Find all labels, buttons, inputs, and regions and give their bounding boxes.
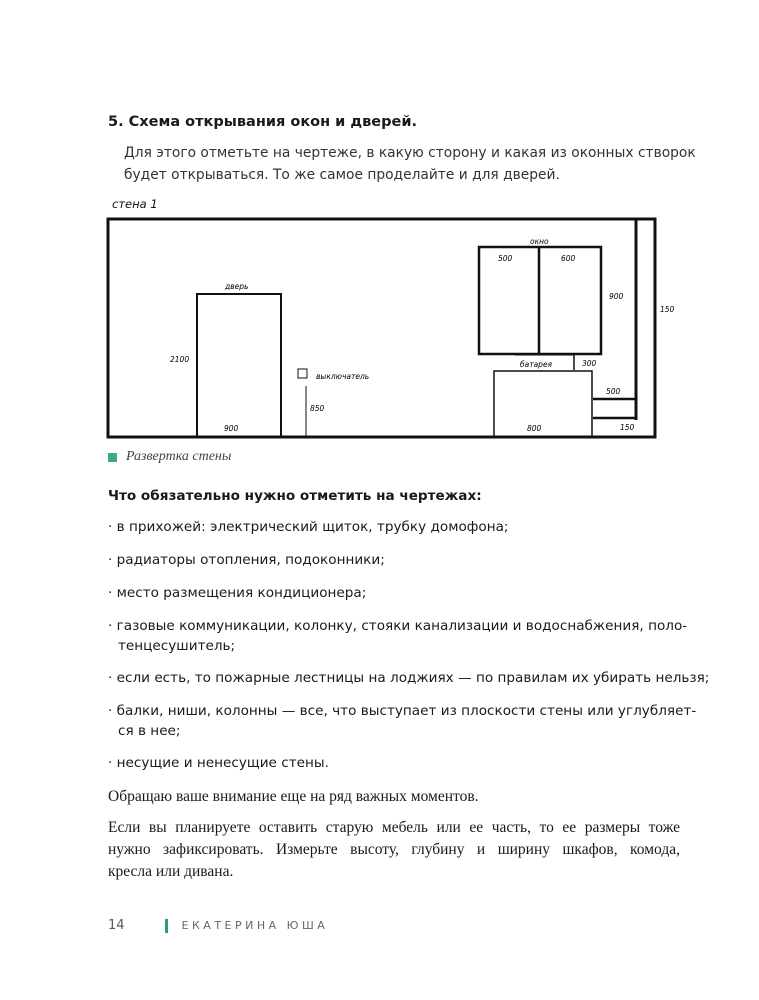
window-width-right: 600 [561,254,576,263]
list-item: · место размещения кондиционера; [108,585,367,601]
intro-line: Для этого отметьте на чертеже, в какую сторону и какая из оконных створок [124,145,696,161]
wall-elevation-diagram [104,192,675,444]
checklist-heading: Что обязательно нужно отметить на чертежах: [108,488,482,504]
list-item: · если есть, то пожарные лестницы на лоджиях — по правилам их убирать нельзя; [108,670,710,686]
ledge-height: 500 [606,387,621,396]
intro-line: будет открываться. То же самое проделайте и для дверей. [124,167,560,183]
switch-height: 850 [310,404,325,413]
caption-text: Развертка стены [126,449,232,464]
intro-paragraph [124,142,696,186]
window-label: окно [530,237,549,246]
switch-label: выключатель [316,372,370,381]
switch-box [298,369,307,378]
battery-label: батарея [520,360,553,369]
battery-block [494,371,592,437]
ledge-width: 150 [620,423,635,432]
window-width-left: 500 [498,254,513,263]
figure-caption [108,449,231,465]
door-height: 2100 [170,355,190,364]
right-gap-label: 150 [660,305,675,314]
window-height: 900 [609,292,624,301]
list-item: · балки, ниши, колонны — все, что выступает из плоскости стены или углубляет- ся в нее; [108,703,697,739]
list-item: · радиаторы отопления, подоконники; [108,552,385,568]
caption-square-icon [108,453,117,462]
author-name: ЕКАТЕРИНА ЮША [181,919,329,932]
section-title: 5. Схема открывания окон и дверей. [108,114,417,130]
wall-label: стена 1 [112,197,158,211]
door-label: дверь [225,282,249,291]
body-paragraph-2: Если вы планируете оставить старую мебель или ее часть, то ее размеры тоже нужно зафиксировать. Измерьте высоту, глубину и ширину шкафов, комода, кресла или дивана. [108,819,680,880]
door-frame [197,294,281,437]
page-number: 14 [108,918,125,933]
battery-gap: 300 [582,359,597,368]
wall-outline [108,219,655,437]
battery-width: 800 [527,424,542,433]
body-paragraph-1: Обращаю ваше внимание еще на ряд важных моментов. [108,788,479,805]
page-footer [108,918,328,933]
list-item: · несущие и ненесущие стены. [108,755,329,771]
list-item: · в прихожей: электрический щиток, трубку домофона; [108,519,509,535]
door-width: 900 [224,424,239,433]
list-item: · газовые коммуникации, колонку, стояки канализации и водоснабжения, поло- тенцесушитель; [108,618,688,654]
footer-accent-bar [165,919,168,933]
